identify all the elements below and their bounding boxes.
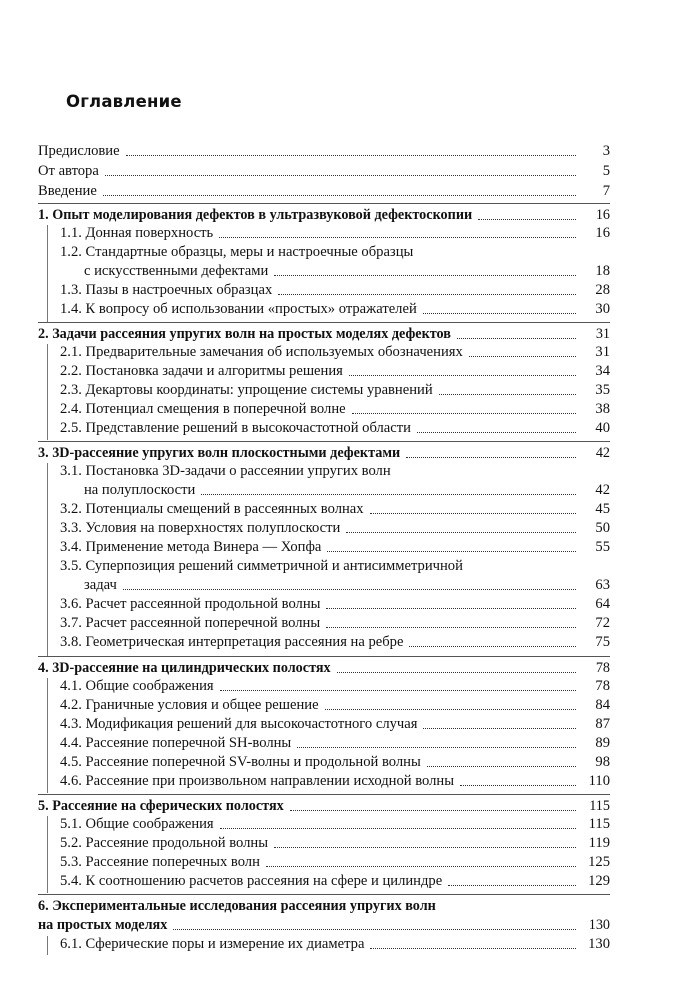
toc-entry-title: 6. Экспериментальные исследования рассеяния упругих волн xyxy=(38,898,436,914)
toc-entry-page: 98 xyxy=(595,754,610,770)
toc-section-2-3[interactable] xyxy=(38,381,610,399)
toc-section-3-5-cont[interactable] xyxy=(38,576,610,594)
toc-section-5-1[interactable] xyxy=(38,815,610,833)
toc-entry-title: 3. 3D-рассеяние упругих волн плоскостными дефектами xyxy=(38,445,401,461)
toc-entry-page: 55 xyxy=(595,539,610,555)
toc-entry-page: 119 xyxy=(588,835,610,851)
toc-entry-page: 110 xyxy=(588,773,610,789)
toc-section-3-1-cont[interactable] xyxy=(38,481,610,499)
toc-entry-title: на простых моделях xyxy=(38,917,168,933)
toc-entry-title: 3.4. Применение метода Винера — Хопфа xyxy=(60,539,322,555)
toc-entry-title: 5.1. Общие соображения xyxy=(60,816,214,832)
toc-heading: Оглавление xyxy=(66,92,182,111)
toc-section-3-2[interactable] xyxy=(38,500,610,518)
toc-section-3-6[interactable] xyxy=(38,595,610,613)
toc-chapter-5[interactable] xyxy=(38,797,610,815)
toc-section-6-1[interactable] xyxy=(38,935,610,953)
toc-chapter-6[interactable] xyxy=(38,897,610,915)
toc-section-1-1[interactable] xyxy=(38,224,610,242)
toc-entry-title: 2.2. Постановка задачи и алгоритмы решения xyxy=(60,363,343,379)
toc-entry-title: 4.3. Модификация решений для высокочастотного случая xyxy=(60,716,418,732)
chapter-divider xyxy=(38,203,610,204)
toc-section-4-2[interactable] xyxy=(38,696,610,714)
toc-section-3-7[interactable] xyxy=(38,614,610,632)
toc-entry-page: 45 xyxy=(595,501,610,517)
toc-entry-title: Предисловие xyxy=(38,143,120,159)
toc-entry-title: 6.1. Сферические поры и измерение их диаметра xyxy=(60,936,365,952)
toc-chapter-3[interactable] xyxy=(38,444,610,462)
toc-entry-page: 84 xyxy=(595,697,610,713)
toc-entry-title: 4.1. Общие соображения xyxy=(60,678,214,694)
toc-section-2-1[interactable] xyxy=(38,343,610,361)
toc-section-5-3[interactable] xyxy=(38,853,610,871)
toc-entry-page: 38 xyxy=(595,401,610,417)
toc-entry-title: 2.3. Декартовы координаты: упрощение системы уравнений xyxy=(60,382,433,398)
toc-section-1-4[interactable] xyxy=(38,300,610,318)
toc-entry-page: 75 xyxy=(595,634,610,650)
toc-entry-title: 2. Задачи рассеяния упругих волн на простых моделях дефектов xyxy=(38,326,451,342)
toc-entry-title: 5.4. К соотношению расчетов рассеяния на сфере и цилиндре xyxy=(60,873,443,889)
toc-section-4-3[interactable] xyxy=(38,715,610,733)
toc-section-4-1[interactable] xyxy=(38,677,610,695)
toc-entry-page: 72 xyxy=(595,615,610,631)
toc-entry-page: 40 xyxy=(595,420,610,436)
toc-entry-title: 5.3. Рассеяние поперечных волн xyxy=(60,854,260,870)
toc-section-1-2-cont[interactable] xyxy=(38,262,610,280)
toc-entry-page: 28 xyxy=(595,282,610,298)
toc-section-2-4[interactable] xyxy=(38,400,610,418)
toc-entry-title: 1.3. Пазы в настроечных образцах xyxy=(60,282,273,298)
toc-entry-title: 2.4. Потенциал смещения в поперечной волне xyxy=(60,401,346,417)
toc-section-2-5[interactable] xyxy=(38,419,610,437)
toc-entry-title: 3.3. Условия на поверхностях полуплоскости xyxy=(60,520,341,536)
chapter-divider xyxy=(38,322,610,323)
toc-entry-page: 130 xyxy=(588,936,610,952)
toc-chapter-6-cont[interactable] xyxy=(38,916,610,934)
toc-entry-page: 130 xyxy=(588,917,610,933)
toc-section-1-2[interactable] xyxy=(38,243,610,261)
toc-entry-title: 3.5. Суперпозиция решений симметричной и антисимметричной xyxy=(60,558,463,574)
toc-entry-page: 89 xyxy=(595,735,610,751)
toc-entry-page: 34 xyxy=(595,363,610,379)
toc-entry-page: 3 xyxy=(602,143,610,159)
toc-entry-page: 42 xyxy=(595,445,610,461)
toc-entry-preface[interactable] xyxy=(38,142,610,160)
toc-entry-title: 3.2. Потенциалы смещений в рассеянных волнах xyxy=(60,501,364,517)
toc-entry-title: на полуплоскости xyxy=(84,482,196,498)
toc-entry-page: 5 xyxy=(602,163,610,179)
toc-entry-title: 1.1. Донная поверхность xyxy=(60,225,214,241)
toc-entry-page: 87 xyxy=(595,716,610,732)
toc-section-4-6[interactable] xyxy=(38,772,610,790)
chapter-divider xyxy=(38,894,610,895)
toc-section-2-2[interactable] xyxy=(38,362,610,380)
toc-entry-title: 4. 3D-рассеяние на цилиндрических полостях xyxy=(38,660,331,676)
toc-chapter-4[interactable] xyxy=(38,659,610,677)
toc-section-1-3[interactable] xyxy=(38,281,610,299)
toc-entry-title: 3.6. Расчет рассеянной продольной волны xyxy=(60,596,321,612)
toc-entry-title: 3.8. Геометрическая интерпретация рассеяния на ребре xyxy=(60,634,404,650)
toc-entry-page: 63 xyxy=(595,577,610,593)
toc-entry-author[interactable] xyxy=(38,162,610,180)
toc-entry-title: 1.4. К вопросу об использовании «простых» отражателей xyxy=(60,301,417,317)
toc-entry-page: 7 xyxy=(602,183,610,199)
toc-section-3-5[interactable] xyxy=(38,557,610,575)
toc-entry-title: Введение xyxy=(38,183,97,199)
chapter-divider xyxy=(38,656,610,657)
toc-section-5-4[interactable] xyxy=(38,872,610,890)
toc-entry-page: 115 xyxy=(588,816,610,832)
toc-section-5-2[interactable] xyxy=(38,834,610,852)
toc-entry-page: 115 xyxy=(589,798,610,814)
toc-entry-page: 125 xyxy=(588,854,610,870)
toc-section-4-5[interactable] xyxy=(38,753,610,771)
toc-entry-page: 64 xyxy=(595,596,610,612)
toc-entry-page: 35 xyxy=(595,382,610,398)
toc-entry-title: 3.7. Расчет рассеянной поперечной волны xyxy=(60,615,321,631)
toc-section-3-4[interactable] xyxy=(38,538,610,556)
toc-section-3-3[interactable] xyxy=(38,519,610,537)
toc-entry-title: 2.1. Предварительные замечания об используемых обозначениях xyxy=(60,344,463,360)
toc-section-4-4[interactable] xyxy=(38,734,610,752)
toc-entry-title: 3.1. Постановка 3D-задачи о рассеянии упругих волн xyxy=(60,463,391,479)
toc-entry-introduction[interactable] xyxy=(38,182,610,200)
toc-chapter-1[interactable] xyxy=(38,206,610,224)
toc-entry-title: От автора xyxy=(38,163,99,179)
toc-section-3-8[interactable] xyxy=(38,633,610,651)
toc-entry-page: 31 xyxy=(595,344,610,360)
toc-entry-page: 16 xyxy=(595,225,610,241)
toc-entry-page: 78 xyxy=(595,678,610,694)
toc-entry-title: 4.5. Рассеяние поперечной SV-волны и продольной волны xyxy=(60,754,421,770)
toc-section-3-1[interactable] xyxy=(38,462,610,480)
toc-entry-page: 42 xyxy=(595,482,610,498)
toc-entry-title: 1.2. Стандартные образцы, меры и настроечные образцы xyxy=(60,244,414,260)
chapter-divider xyxy=(38,441,610,442)
toc-entry-title: 5.2. Рассеяние продольной волны xyxy=(60,835,269,851)
toc-entry-page: 16 xyxy=(595,207,610,223)
toc-chapter-2[interactable] xyxy=(38,325,610,343)
toc-entry-title: 4.4. Рассеяние поперечной SH-волны xyxy=(60,735,292,751)
toc-entry-page: 30 xyxy=(595,301,610,317)
toc-entry-title: 5. Рассеяние на сферических полостях xyxy=(38,798,284,814)
toc-entry-title: задач xyxy=(84,577,117,593)
toc-entry-page: 50 xyxy=(595,520,610,536)
toc-entry-title: 4.6. Рассеяние при произвольном направлении исходной волны xyxy=(60,773,455,789)
toc-entry-title: 1. Опыт моделирования дефектов в ультразвуковой дефектоскопии xyxy=(38,207,473,223)
toc-entry-title: с искусственными дефектами xyxy=(84,263,269,279)
toc-entry-title: 4.2. Граничные условия и общее решение xyxy=(60,697,319,713)
toc-entry-page: 18 xyxy=(595,263,610,279)
toc-entry-title: 2.5. Представление решений в высокочастотной области xyxy=(60,420,411,436)
toc-entry-page: 78 xyxy=(595,660,610,676)
chapter-divider xyxy=(38,794,610,795)
toc-entry-page: 31 xyxy=(595,326,610,342)
toc-entry-page: 129 xyxy=(588,873,610,889)
